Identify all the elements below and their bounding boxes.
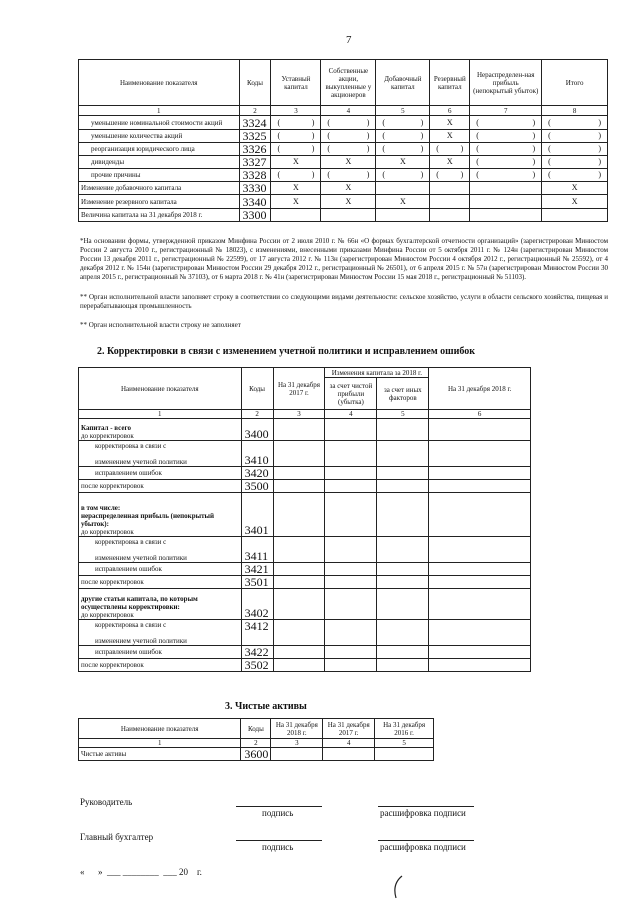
table-header-row	[79, 60, 608, 106]
column-number-row	[79, 410, 531, 419]
th-name: Наименование показателя	[79, 368, 242, 410]
th-changes: Изменения капитала за 2018 г.	[325, 368, 429, 378]
value-cell[interactable]	[429, 467, 531, 480]
row-label	[79, 620, 242, 646]
row-label: Изменение добавочного капитала	[79, 182, 240, 195]
row-code: 3401	[241, 493, 273, 537]
colnum: 4	[323, 739, 375, 748]
bracket-value-cell[interactable]: ( )	[542, 156, 608, 169]
row-code: 3502	[241, 659, 273, 672]
value-cell[interactable]	[273, 537, 325, 563]
table-row	[79, 182, 608, 195]
label-retained: нераспределенная прибыль (непокрытый убыток):	[81, 512, 215, 528]
value-cell[interactable]	[377, 620, 429, 646]
bracket-value-cell[interactable]: ( )	[470, 169, 542, 182]
value-cell[interactable]: X	[430, 116, 470, 130]
th-additional: Добавочный капитал	[376, 60, 430, 106]
row-label: исправлением ошибок	[79, 646, 242, 659]
value-cell[interactable]	[325, 467, 377, 480]
label-before: до корректировок	[81, 611, 134, 619]
net-assets-table	[78, 718, 434, 761]
value-cell[interactable]	[375, 748, 434, 761]
table-row	[79, 195, 608, 209]
capital-rows	[79, 116, 608, 222]
th-other-factors: за счет иных факторов	[377, 378, 429, 410]
head-signature-line[interactable]	[236, 806, 322, 807]
value-cell[interactable]	[430, 195, 470, 209]
row-code: 3325	[239, 130, 271, 143]
value-cell[interactable]	[429, 441, 531, 467]
table-row	[79, 537, 531, 563]
value-cell[interactable]	[377, 480, 429, 493]
value-cell[interactable]	[430, 182, 470, 195]
colnum: 1	[79, 739, 241, 748]
value-cell[interactable]	[377, 659, 429, 672]
table-row	[79, 748, 434, 761]
row-label: уменьшение количества акций	[79, 130, 240, 143]
table-row	[79, 467, 531, 480]
value-cell[interactable]: X	[542, 182, 608, 195]
th-name: Наименование показателя	[79, 719, 241, 739]
row-label: после корректировок	[79, 659, 242, 672]
bracket-value-cell[interactable]: ( )	[430, 143, 470, 156]
label-other-items: другие статьи капитала, по которым осуществлены корректировки:	[81, 595, 198, 611]
row-label: исправлением ошибок	[79, 563, 242, 576]
value-cell[interactable]	[273, 419, 325, 441]
bracket-value-cell[interactable]: ( )	[271, 143, 321, 156]
colnum: 2	[241, 410, 273, 419]
value-cell[interactable]	[325, 480, 377, 493]
colnum: 3	[273, 410, 325, 419]
column-number-row	[79, 106, 608, 116]
row-code: 3420	[241, 467, 273, 480]
label-policy: изменением учетной политики	[95, 554, 187, 562]
row-label: Изменение резервного капитала	[79, 195, 240, 209]
signature-caption: подпись	[262, 808, 294, 818]
bracket-value-cell[interactable]: ( )	[376, 130, 430, 143]
value-cell[interactable]: X	[271, 195, 321, 209]
value-cell[interactable]	[429, 493, 531, 537]
bracket-value-cell[interactable]: ( )	[376, 169, 430, 182]
colnum: 4	[325, 410, 377, 419]
th-dec-2017: На 31 декабря 2017 г.	[273, 368, 325, 410]
page-number: 7	[346, 34, 352, 46]
table-row	[79, 143, 608, 156]
row-label	[79, 589, 242, 620]
row-code: 3501	[241, 576, 273, 589]
value-cell[interactable]	[377, 493, 429, 537]
colnum: 1	[79, 106, 240, 116]
table-row	[79, 646, 531, 659]
row-label: дивиденды	[79, 156, 240, 169]
value-cell[interactable]	[470, 209, 542, 222]
label-before: до корректировок	[81, 528, 134, 536]
value-cell[interactable]	[376, 182, 430, 195]
row-label: прочие причины	[79, 169, 240, 182]
bracket-value-cell[interactable]: ( )	[271, 130, 321, 143]
row-label: Чистые активы	[79, 748, 241, 761]
value-cell[interactable]	[377, 441, 429, 467]
value-cell[interactable]	[429, 576, 531, 589]
value-cell[interactable]	[325, 576, 377, 589]
value-cell[interactable]	[429, 659, 531, 672]
table-row	[79, 441, 531, 467]
value-cell[interactable]: X	[430, 156, 470, 169]
value-cell[interactable]	[429, 620, 531, 646]
bracket-value-cell[interactable]: ( )	[470, 143, 542, 156]
value-cell[interactable]	[377, 467, 429, 480]
value-cell[interactable]	[323, 748, 375, 761]
row-code: 3600	[241, 748, 271, 761]
colnum: 1	[79, 410, 242, 419]
bracket-value-cell[interactable]: ( )	[470, 116, 542, 130]
table-row	[79, 563, 531, 576]
value-cell[interactable]	[429, 589, 531, 620]
value-cell[interactable]: X	[321, 182, 376, 195]
colnum: 3	[271, 739, 323, 748]
bracket-value-cell[interactable]: ( )	[321, 169, 376, 182]
row-code: 3300	[239, 209, 271, 222]
th-charter: Уставный капитал	[271, 60, 321, 106]
th-2017: На 31 декабря 2017 г.	[323, 719, 375, 739]
row-code: 3340	[239, 195, 271, 209]
value-cell[interactable]	[377, 419, 429, 441]
value-cell[interactable]	[273, 480, 325, 493]
table-row	[79, 169, 608, 182]
table-row	[79, 493, 531, 537]
row-label: уменьшение номинальной стоимости акций	[79, 116, 240, 130]
th-code: Коды	[241, 719, 271, 739]
th-total: Итого	[542, 60, 608, 106]
value-cell[interactable]	[377, 646, 429, 659]
label-policy: изменением учетной политики	[95, 458, 187, 466]
row-label: Величина капитала на 31 декабря 2018 г.	[79, 209, 240, 222]
th-retained: Нераспределен-ная прибыль (непокрытый убыток)	[470, 60, 542, 106]
th-code: Коды	[241, 368, 273, 410]
value-cell[interactable]	[273, 576, 325, 589]
value-cell[interactable]	[325, 589, 377, 620]
table-row	[79, 130, 608, 143]
row-label: исправлением ошибок	[79, 467, 242, 480]
row-code: 3411	[241, 537, 273, 563]
section-3-title: 3. Чистые активы	[225, 701, 307, 712]
value-cell[interactable]	[273, 646, 325, 659]
head-decoding-line[interactable]	[378, 806, 474, 807]
footnote-1: *На основании формы, утвержденной приказом Минфина России от 2 июля 2010 г. № 66н «О формах бухгалтерской отчетности организаций» (зарегистрирован Минюстом России 2 августа 2010 г., регистрационный № 18023), с изменениями, внесенными приказами Минфина России от 5 октября 2011 г. № 124н (зарегистрирован Минюстом России 13 декабря 2011 г., регистрационный № 22599), от 17 августа 2012 г. № 113н (зарегистрирован Минюстом России 4 октября 2012 г., регистрационный № 25592), от 4 декабря 2012 г. № 154н (зарегистрирован Минюстом России 29 декабря 2012 г., регистрационный № 26501), от 6 апреля 2015 г. № 57н (зарегистрирован Минюстом России 30 апреля 2015 г., регистрационный № 37103), от 6 марта 2018 г. № 41н (зарегистрирован Минюстом России 15 мая 2018 г., регистрационный № 51103).	[80, 237, 608, 281]
bracket-value-cell[interactable]: ( )	[470, 156, 542, 169]
th-net-profit: за счет чистой прибыли (убытка)	[325, 378, 377, 410]
colnum: 2	[241, 739, 271, 748]
footnote-3: ** Орган исполнительной власти строку не заполняет	[80, 321, 241, 329]
row-code: 3327	[239, 156, 271, 169]
table-row	[79, 480, 531, 493]
row-label	[79, 441, 242, 467]
bracket-value-cell[interactable]: ( )	[542, 143, 608, 156]
table-row	[79, 209, 608, 222]
signature-mark-icon	[388, 872, 408, 902]
value-cell[interactable]: X	[271, 156, 321, 169]
head-label: Руководитель	[80, 797, 133, 807]
row-label	[79, 493, 242, 537]
value-cell[interactable]	[273, 659, 325, 672]
row-label	[79, 419, 242, 441]
table-row	[79, 659, 531, 672]
value-cell[interactable]	[376, 209, 430, 222]
colnum: 6	[430, 106, 470, 116]
label-adj: корректировка в связи с	[95, 621, 167, 629]
value-cell[interactable]	[273, 441, 325, 467]
row-code: 3402	[241, 589, 273, 620]
bracket-value-cell[interactable]: ( )	[376, 143, 430, 156]
adjustments-table	[78, 367, 531, 672]
bracket-value-cell[interactable]: ( )	[376, 116, 430, 130]
value-cell[interactable]	[325, 537, 377, 563]
label-including: в том числе:	[81, 504, 121, 512]
capital-changes-table	[78, 59, 608, 222]
value-cell[interactable]	[377, 563, 429, 576]
row-code: 3400	[241, 419, 273, 441]
colnum: 3	[271, 106, 321, 116]
row-code: 3412	[241, 620, 273, 646]
value-cell[interactable]: X	[321, 156, 376, 169]
row-label: после корректировок	[79, 576, 242, 589]
section-2-title: 2. Корректировки в связи с изменением учетной политики и исправлением ошибок	[97, 346, 476, 357]
row-label: реорганизация юридического лица	[79, 143, 240, 156]
row-code: 3324	[239, 116, 271, 130]
bracket-value-cell[interactable]: ( )	[542, 116, 608, 130]
th-own-shares: Собственные акции, выкупленные у акционеров	[321, 60, 376, 106]
decoding-caption: расшифровка подписи	[380, 808, 466, 818]
value-cell[interactable]	[273, 589, 325, 620]
value-cell[interactable]	[325, 620, 377, 646]
date-line[interactable]: « » ___ ________ ___ 20 г.	[80, 867, 202, 877]
colnum: 7	[470, 106, 542, 116]
value-cell[interactable]	[429, 480, 531, 493]
value-cell[interactable]: X	[430, 130, 470, 143]
colnum: 4	[321, 106, 376, 116]
footnote-2: ** Орган исполнительной власти заполняет строку в соответствии со следующими видами деятельности: сельское хозяйство, услуги в области сельского хозяйства, пищевая и перерабатывающая промышленность	[80, 293, 608, 310]
label-adj: корректировка в связи с	[95, 442, 167, 450]
row-code: 3500	[241, 480, 273, 493]
value-cell[interactable]	[325, 563, 377, 576]
value-cell[interactable]	[273, 563, 325, 576]
th-code: Коды	[239, 60, 271, 106]
bracket-value-cell[interactable]: ( )	[542, 130, 608, 143]
th-2018: На 31 декабря 2018 г.	[271, 719, 323, 739]
table-row	[79, 419, 531, 441]
value-cell[interactable]	[542, 209, 608, 222]
bracket-value-cell[interactable]: ( )	[271, 116, 321, 130]
value-cell[interactable]: X	[376, 195, 430, 209]
value-cell[interactable]	[429, 537, 531, 563]
value-cell[interactable]	[429, 419, 531, 441]
row-code: 3330	[239, 182, 271, 195]
value-cell[interactable]	[430, 209, 470, 222]
value-cell[interactable]	[325, 493, 377, 537]
value-cell[interactable]	[377, 537, 429, 563]
th-reserve: Резервный капитал	[430, 60, 470, 106]
colnum: 5	[375, 739, 434, 748]
colnum: 2	[239, 106, 271, 116]
value-cell[interactable]	[325, 419, 377, 441]
row-code: 3421	[241, 563, 273, 576]
signature-caption: подпись	[262, 842, 294, 852]
value-cell[interactable]	[377, 576, 429, 589]
value-cell[interactable]: X	[542, 195, 608, 209]
row-code: 3326	[239, 143, 271, 156]
accountant-signature-line[interactable]	[236, 840, 322, 841]
colnum: 6	[429, 410, 531, 419]
value-cell[interactable]	[470, 195, 542, 209]
colnum: 5	[377, 410, 429, 419]
value-cell[interactable]	[377, 589, 429, 620]
colnum: 5	[376, 106, 430, 116]
bracket-value-cell[interactable]: ( )	[542, 169, 608, 182]
value-cell[interactable]: X	[376, 156, 430, 169]
accountant-decoding-line[interactable]	[378, 840, 474, 841]
table-row	[79, 116, 608, 130]
value-cell[interactable]	[470, 182, 542, 195]
bracket-value-cell[interactable]: ( )	[271, 169, 321, 182]
value-cell[interactable]: X	[271, 182, 321, 195]
value-cell[interactable]	[321, 209, 376, 222]
value-cell[interactable]: X	[321, 195, 376, 209]
value-cell[interactable]	[273, 467, 325, 480]
bracket-value-cell[interactable]: ( )	[430, 169, 470, 182]
value-cell[interactable]	[429, 646, 531, 659]
bracket-value-cell[interactable]: ( )	[321, 143, 376, 156]
value-cell[interactable]	[273, 493, 325, 537]
table-row	[79, 620, 531, 646]
row-label: после корректировок	[79, 480, 242, 493]
table-row	[79, 576, 531, 589]
table-header-row	[79, 719, 434, 739]
value-cell[interactable]	[273, 620, 325, 646]
label-capital-total: Капитал - всего	[81, 424, 131, 432]
value-cell[interactable]	[325, 646, 377, 659]
bracket-value-cell[interactable]: ( )	[321, 116, 376, 130]
bracket-value-cell[interactable]: ( )	[321, 130, 376, 143]
value-cell[interactable]	[325, 659, 377, 672]
colnum: 8	[542, 106, 608, 116]
label-before: до корректировок	[81, 432, 134, 440]
table-header-row	[79, 368, 531, 378]
value-cell[interactable]	[271, 748, 323, 761]
row-label	[79, 537, 242, 563]
decoding-caption: расшифровка подписи	[380, 842, 466, 852]
th-dec-2018: На 31 декабря 2018 г.	[429, 368, 531, 410]
th-name: Наименование показателя	[79, 60, 240, 106]
bracket-value-cell[interactable]: ( )	[470, 130, 542, 143]
table-row	[79, 589, 531, 620]
row-code: 3422	[241, 646, 273, 659]
label-policy: изменением учетной политики	[95, 637, 187, 645]
table-row	[79, 156, 608, 169]
value-cell[interactable]	[325, 441, 377, 467]
row-code: 3410	[241, 441, 273, 467]
value-cell[interactable]	[429, 563, 531, 576]
value-cell[interactable]	[271, 209, 321, 222]
row-code: 3328	[239, 169, 271, 182]
th-2016: На 31 декабря 2016 г.	[375, 719, 434, 739]
accountant-label: Главный бухгалтер	[80, 832, 154, 842]
label-adj: корректировка в связи с	[95, 538, 167, 546]
